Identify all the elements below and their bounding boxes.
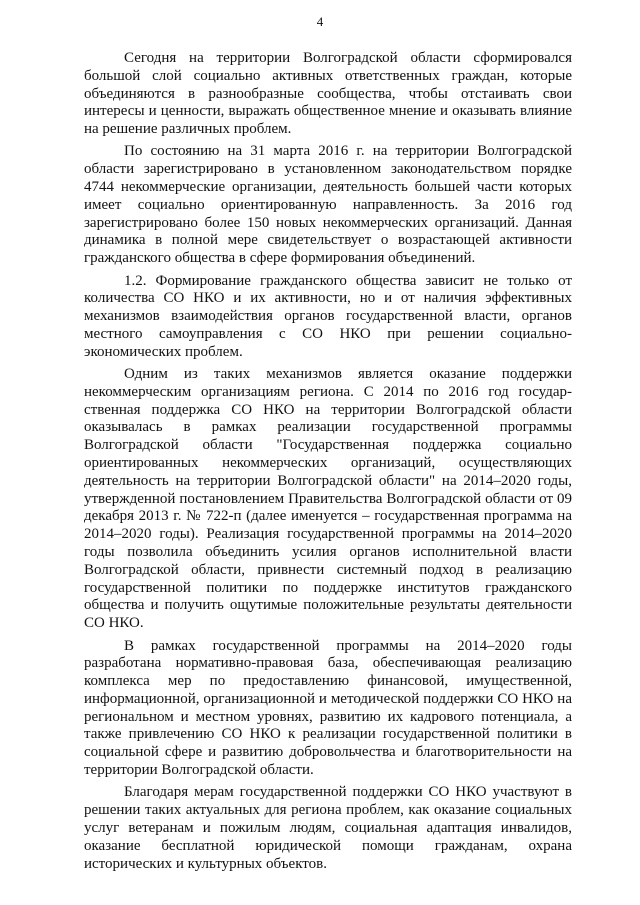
page-number: 4 — [316, 14, 324, 29]
paragraph-state-support-program: Одним из таких механизмов является оказание поддержки некоммерческим организациям региона. С 2014 по 2016 год государственная поддержка СО НКО на территории Волгоградской области оказывалась в рамках реализации государственной программы Волгоградской области "Государственная поддержка социально ориентированных некоммерческих организаций, осуществляющих деятельность на территории Волгоградской области" на 2014–2020 годы, утвержденной постановлением Правительства Волгоградской области от 09 декабря 2013 г. № 722-п (далее именуется – государственная программа на 2014–2020 годы). Реализация государственной программы на 2014–2020 годы позволила объединить усилия органов исполнительной власти Волгоградской области, привнести системный подход в реализацию государственной политики по поддержке институтов гражданского общества и получить ощутимые положительные результаты деятельности СО НКО. — [84, 366, 572, 632]
paragraph-civic-activity: Сегодня на территории Волгоградской области сформировался большой слой социально активных ответственных граждан, которые объединяются в разнообразные сообщества, чтобы отстаивать свои интересы и ценности, выражать общественное мнение и оказывать влияние на решение различных проблем. — [84, 50, 572, 138]
paragraph-nko-registration: По состоянию на 31 марта 2016 г. на территории Волгоградской области зарегистрировано в установленном законодательством порядке 4744 некоммерческие организации, деятельность большей части которых имеет социально ориентированную направленность. За 2016 год зарегистрировано более 150 новых некоммерческих организаций. Данная динамика в полной мере свидетельствует о возрастающей активности гражданского общества в сфере формирования объединений. — [84, 143, 572, 267]
document-body — [84, 50, 572, 878]
paragraph-legal-framework: В рамках государственной программы на 2014–2020 годы разработана нормативно-правовая база, обеспечивающая реализацию комплекса мер по предоставлению финансовой, имущественной, информационной, организационной и методической поддержки СО НКО на региональном и местном уровнях, развитию их кадрового потенциала, а также привлечению СО НКО к реализации государственной политики в социальной сфере и развитию добровольчества и благотворительности на территории Волгоградской области. — [84, 637, 572, 779]
paragraph-section-1-2: 1.2. Формирование гражданского общества зависит не только от количества СО НКО и их активности, но и от наличия эффективных механизмов взаимодействия органов государственной власти, органов местного самоуправления с СО НКО при решении социально-экономических проблем. — [84, 272, 572, 360]
paragraph-support-results: Благодаря мерам государственной поддержки СО НКО участвуют в решении таких актуальных для региона проблем, как оказание социальных услуг ветеранам и пожилым людям, социальная адаптация инвалидов, оказание бесплатной юридической помощи гражданам, охрана исторических и культурных объектов. — [84, 784, 572, 872]
